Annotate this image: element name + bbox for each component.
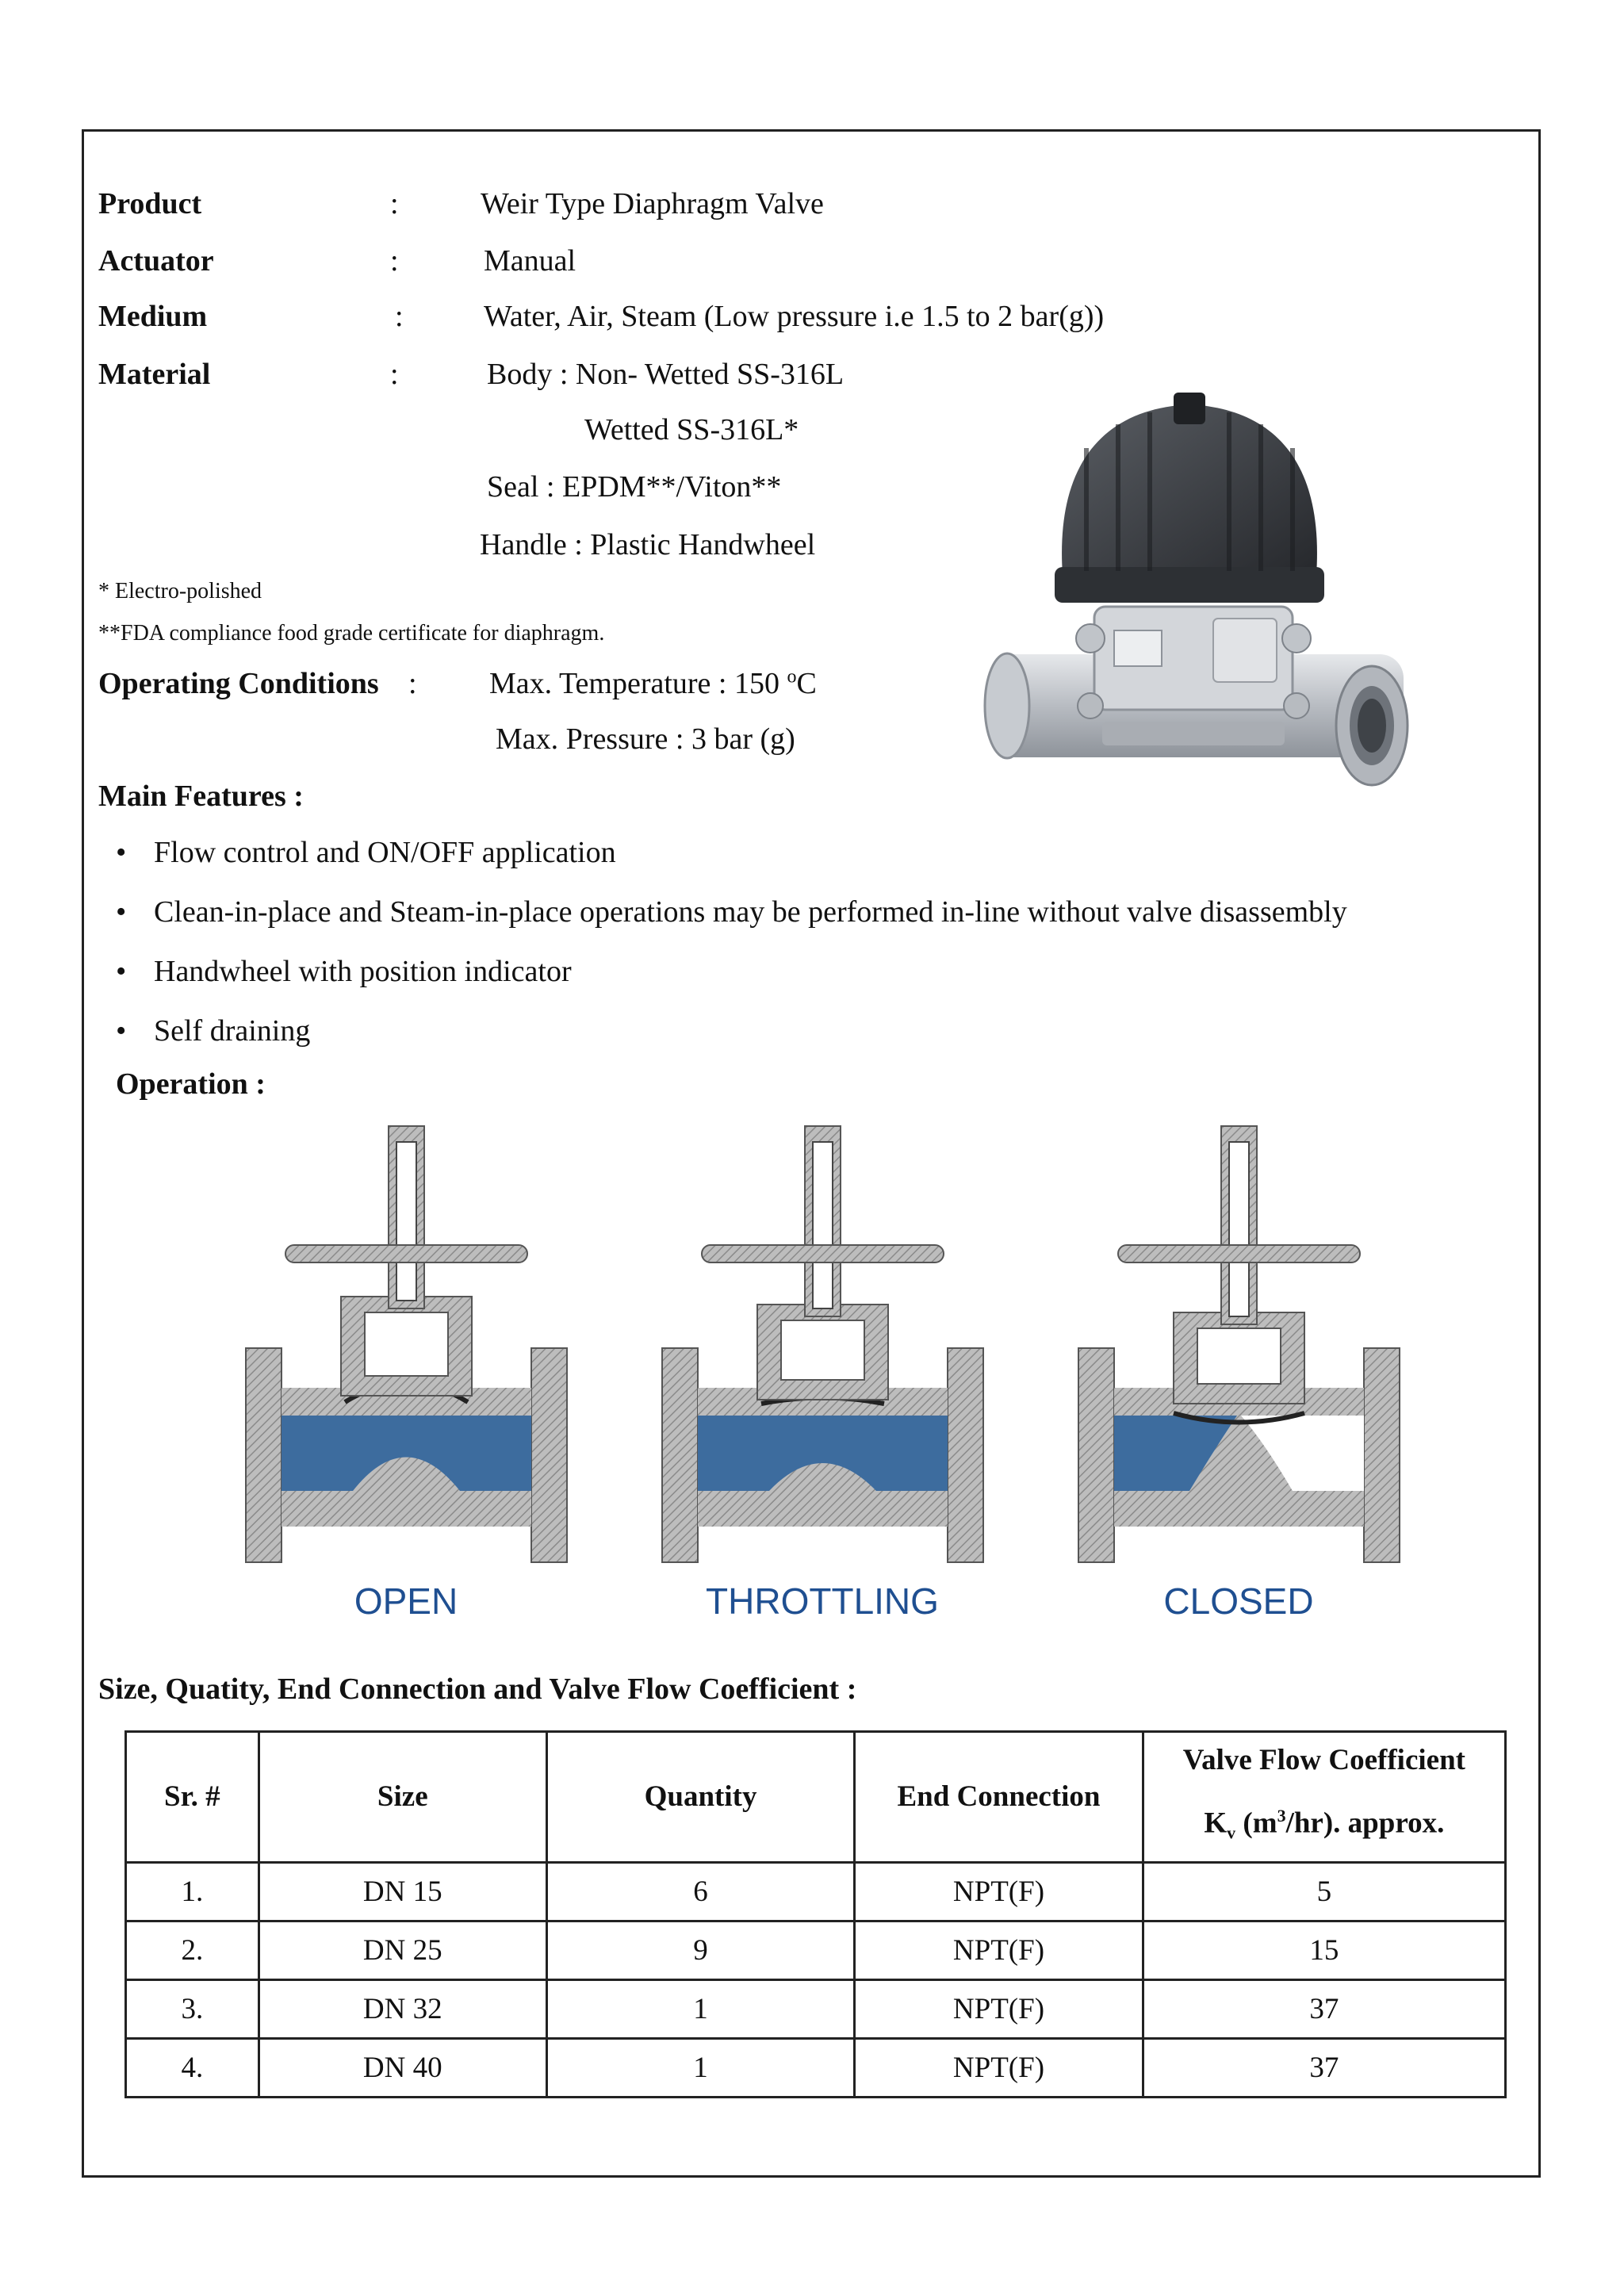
operating-conditions-label: Operating Conditions: [98, 667, 379, 700]
state-label-throttling: THROTTLING: [706, 1580, 939, 1622]
note-electro-polished: * Electro-polished: [98, 579, 262, 603]
cell-quantity: 1: [546, 2038, 854, 2097]
cell-size: DN 40: [259, 2038, 546, 2097]
cell-end-connection: NPT(F): [855, 1862, 1143, 1921]
cell-end-connection: NPT(F): [855, 1979, 1143, 2038]
cell-kv: 37: [1143, 1979, 1505, 2038]
valve-closed-diagram: [1078, 1126, 1400, 1562]
cell-sr: 2.: [126, 1921, 259, 1979]
medium-sep: :: [395, 300, 404, 333]
table-header-row: [126, 1732, 1506, 1863]
state-label-open: OPEN: [354, 1580, 458, 1622]
cell-quantity: 6: [546, 1862, 854, 1921]
max-pressure: Max. Pressure : 3 bar (g): [496, 722, 795, 756]
medium-value: Water, Air, Steam (Low pressure i.e 1.5 to 2 bar(g)): [484, 300, 1105, 333]
material-handle: Handle : Plastic Handwheel: [480, 528, 816, 561]
actuator-sep: :: [390, 244, 399, 278]
table-row: [126, 1979, 1506, 2038]
kv-header-line1: Valve Flow Coefficient: [1182, 1744, 1465, 1776]
col-header-end-connection: End Connection: [855, 1732, 1143, 1863]
product-sep: :: [390, 187, 399, 220]
valve-throttling-diagram: [662, 1126, 983, 1562]
cell-end-connection: NPT(F): [855, 1921, 1143, 1979]
operating-sep: :: [408, 667, 417, 700]
valve-open-diagram: [246, 1126, 567, 1562]
product-value: Weir Type Diaphragm Valve: [481, 187, 824, 220]
cell-size: DN 25: [259, 1921, 546, 1979]
material-wetted: Wetted SS-316L*: [584, 413, 799, 446]
cell-sr: 1.: [126, 1862, 259, 1921]
table-row: [126, 1862, 1506, 1921]
spec-table: [124, 1730, 1507, 2098]
cell-end-connection: NPT(F): [855, 2038, 1143, 2097]
table-row: [126, 2038, 1506, 2097]
material-sep: :: [390, 358, 399, 391]
product-label: Product: [98, 187, 202, 220]
note-fda: **FDA compliance food grade certificate for diaphragm.: [98, 621, 605, 646]
feature-item: • Self draining: [116, 1013, 1347, 1072]
cell-size: DN 32: [259, 1979, 546, 2038]
cell-kv: 37: [1143, 2038, 1505, 2097]
table-row: [126, 1921, 1506, 1979]
cell-size: DN 15: [259, 1862, 546, 1921]
actuator-value: Manual: [484, 244, 576, 278]
col-header-quantity: Quantity: [546, 1732, 854, 1863]
cell-kv: 15: [1143, 1921, 1505, 1979]
material-label: Material: [98, 358, 211, 391]
valve-product-image: [975, 393, 1419, 829]
col-header-sr: Sr. #: [126, 1732, 259, 1863]
col-header-size: Size: [259, 1732, 546, 1863]
state-label-closed: CLOSED: [1163, 1580, 1314, 1622]
col-header-kv: [1143, 1732, 1505, 1863]
operation-diagram: [230, 1118, 1419, 1634]
main-features-heading: Main Features :: [98, 780, 304, 813]
material-seal: Seal : EPDM**/Viton**: [487, 470, 782, 504]
feature-item: • Clean-in-place and Steam-in-place operations may be performed in-line without valve disassembly: [116, 894, 1347, 953]
actuator-label: Actuator: [98, 244, 214, 278]
operation-heading: Operation :: [116, 1067, 266, 1101]
feature-item: • Flow control and ON/OFF application: [116, 834, 1347, 894]
table-heading: Size, Quatity, End Connection and Valve Flow Coefficient :: [98, 1672, 857, 1706]
degree-sup: o: [787, 666, 797, 688]
cell-kv: 5: [1143, 1862, 1505, 1921]
cell-quantity: 9: [546, 1921, 854, 1979]
max-temperature: Max. Temperature : 150 $^o$C: [489, 666, 817, 700]
feature-item: • Handwheel with position indicator: [116, 953, 1347, 1013]
material-body: Body : Non- Wetted SS-316L: [487, 358, 845, 391]
cell-sr: 3.: [126, 1979, 259, 2038]
features-list: [116, 834, 1347, 1072]
cell-sr: 4.: [126, 2038, 259, 2097]
kv-header-line2: $K_v$ $(m^3/hr)$. approx.: [1204, 1806, 1445, 1843]
medium-label: Medium: [98, 300, 208, 333]
cell-quantity: 1: [546, 1979, 854, 2038]
